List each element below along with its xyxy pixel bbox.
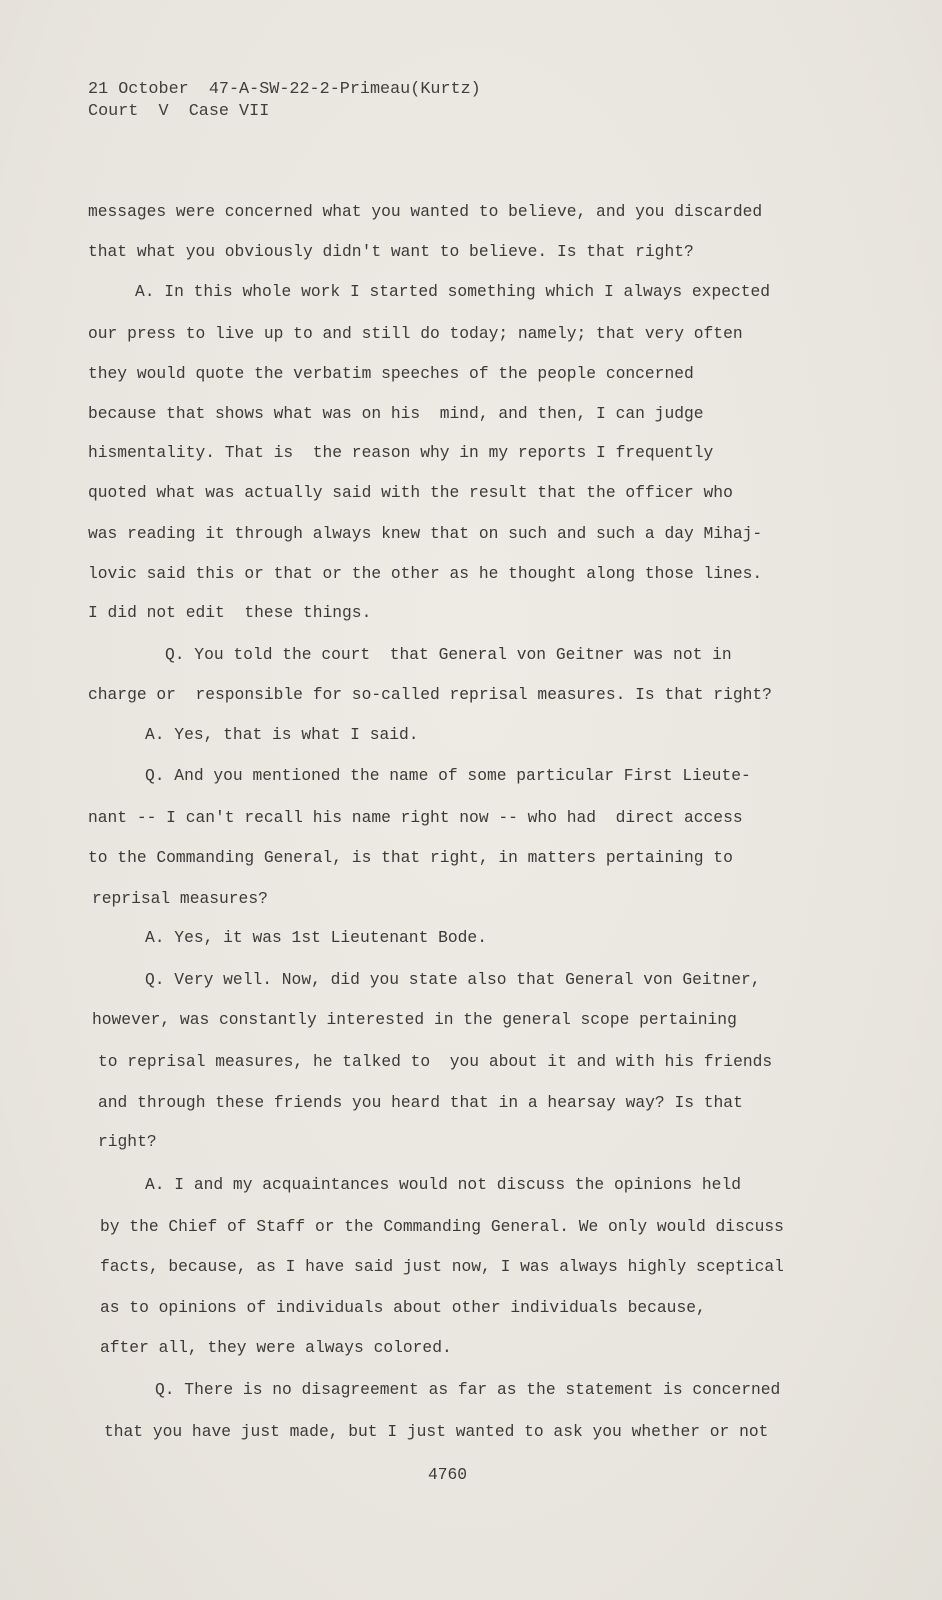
- text-line: our press to live up to and still do today; namely; that very often: [88, 324, 743, 343]
- question-line: Q. And you mentioned the name of some particular First Lieute-: [145, 766, 751, 785]
- text-line: charge or responsible for so-called reprisal measures. Is that right?: [88, 685, 772, 704]
- text-line: that you have just made, but I just wanted to ask you whether or not: [104, 1422, 769, 1441]
- text-line: and through these friends you heard that in a hearsay way? Is that: [98, 1093, 743, 1112]
- header-court-case: Court V Case VII: [88, 102, 270, 121]
- question-line: Q. There is no disagreement as far as the statement is concerned: [155, 1380, 781, 1399]
- text-line: because that shows what was on his mind, and then, I can judge: [88, 404, 704, 423]
- text-line: facts, because, as I have said just now, I was always highly sceptical: [100, 1257, 784, 1276]
- text-line: lovic said this or that or the other as he thought along those lines.: [88, 564, 763, 583]
- text-line: I did not edit these things.: [88, 603, 372, 622]
- text-line: that what you obviously didn't want to believe. Is that right?: [88, 242, 694, 261]
- text-line: they would quote the verbatim speeches of the people concerned: [88, 364, 694, 383]
- answer-line: A. In this whole work I started something which I always expected: [135, 282, 771, 301]
- answer-line: A. Yes, it was 1st Lieutenant Bode.: [145, 928, 487, 947]
- text-line: quoted what was actually said with the result that the officer who: [88, 483, 733, 502]
- answer-line: A. I and my acquaintances would not discuss the opinions held: [145, 1175, 741, 1194]
- text-line: was reading it through always knew that on such and such a day Mihaj-: [88, 524, 763, 543]
- answer-line: A. Yes, that is what I said.: [145, 725, 419, 744]
- text-line: reprisal measures?: [92, 889, 268, 908]
- text-line: nant -- I can't recall his name right now -- who had direct access: [88, 808, 743, 827]
- text-line: after all, they were always colored.: [100, 1338, 452, 1357]
- text-line: right?: [98, 1132, 157, 1151]
- page-number: 4760: [428, 1465, 468, 1484]
- text-line: to the Commanding General, is that right, in matters pertaining to: [88, 848, 733, 867]
- text-line: by the Chief of Staff or the Commanding General. We only would discuss: [100, 1217, 784, 1236]
- question-line: Q. Very well. Now, did you state also that General von Geitner,: [145, 970, 761, 989]
- text-line: messages were concerned what you wanted to believe, and you discarded: [88, 202, 763, 221]
- text-line: as to opinions of individuals about other individuals because,: [100, 1298, 706, 1317]
- text-line: to reprisal measures, he talked to you about it and with his friends: [98, 1052, 773, 1071]
- header-date-reference: 21 October 47-A-SW-22-2-Primeau(Kurtz): [88, 80, 481, 99]
- question-line: Q. You told the court that General von Geitner was not in: [165, 645, 732, 664]
- text-line: however, was constantly interested in the general scope pertaining: [92, 1010, 737, 1029]
- text-line: hismentality. That is the reason why in my reports I frequently: [88, 443, 714, 462]
